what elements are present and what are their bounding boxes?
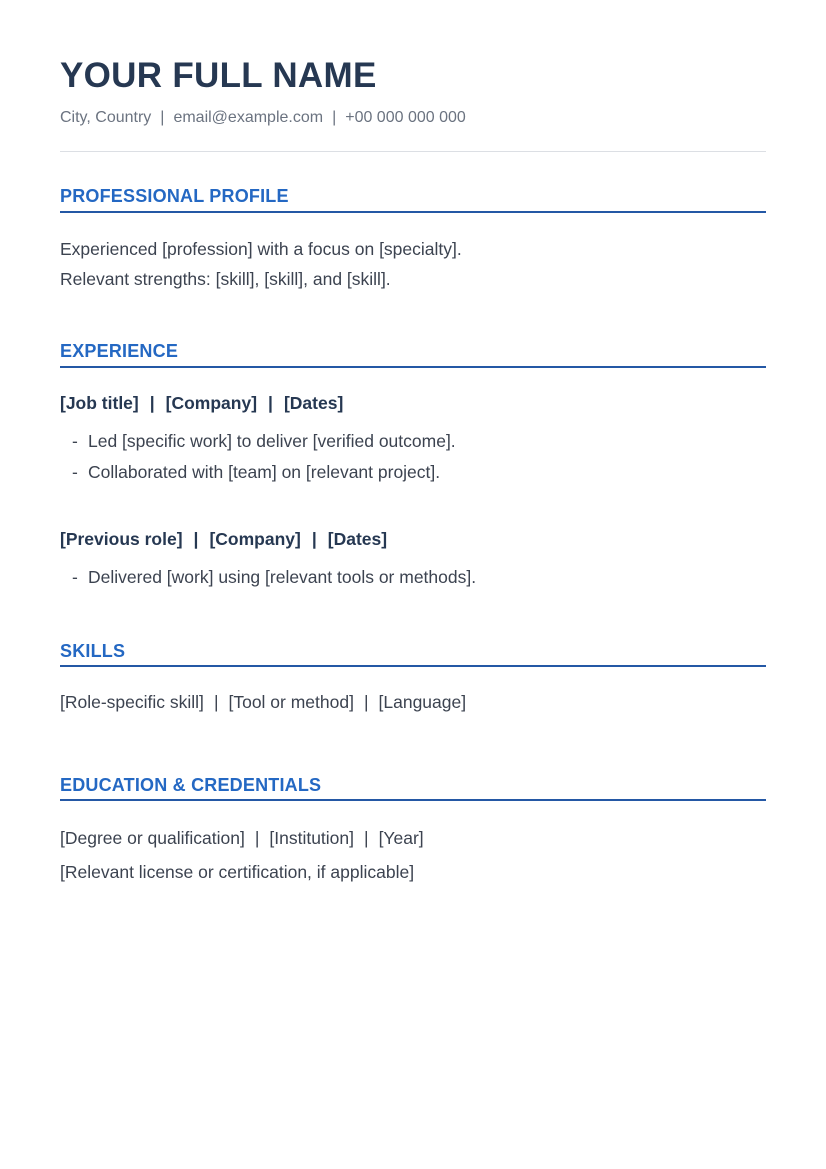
job-header [60, 393, 343, 414]
skill-separator: | [363, 692, 369, 712]
bullet-text: Led [specific work] to deliver [verified outcome]. [88, 431, 456, 451]
bullet-text: Collaborated with [team] on [relevant project]. [88, 462, 441, 482]
header-divider [60, 151, 766, 152]
section-rule-skills [60, 665, 766, 667]
skills-line [60, 692, 466, 713]
bullet-marker: - [72, 567, 78, 587]
section-title-education: EDUCATION & CREDENTIALS [60, 775, 322, 795]
job-role: [Job title] [60, 393, 139, 413]
contact-separator: | [332, 109, 337, 126]
credential-line: [Relevant license or certification, if applicable] [60, 862, 415, 882]
job-company: [Company] [209, 529, 301, 549]
skill-item: [Language] [378, 692, 467, 712]
education-year: [Year] [378, 828, 424, 848]
section-rule-profile [60, 211, 766, 213]
job-company: [Company] [165, 393, 258, 413]
job-bullet [72, 431, 456, 452]
skill-separator: | [213, 692, 219, 712]
section-title-skills: SKILLS [60, 641, 126, 661]
bullet-text: Delivered [work] using [relevant tools or methods]. [88, 567, 477, 587]
job-bullet [72, 462, 440, 483]
education-institution: [Institution] [269, 828, 355, 848]
full-name: YOUR FULL NAME [60, 56, 377, 95]
skill-item: [Tool or method] [228, 692, 354, 712]
job-separator: | [149, 393, 155, 413]
profile-line: Experienced [profession] with a focus on [specialty]. [60, 239, 462, 259]
section-title-profile: PROFESSIONAL PROFILE [60, 186, 289, 206]
skill-item: [Role-specific skill] [60, 692, 204, 712]
job-dates: [Dates] [327, 529, 388, 549]
bullet-marker: - [72, 431, 78, 451]
job-separator: | [193, 529, 199, 549]
phone-text: +00 000 000 000 [345, 109, 466, 126]
job-header [60, 529, 387, 550]
job-separator: | [268, 393, 273, 413]
job-bullet [72, 567, 476, 588]
job-role: [Previous role] [60, 529, 183, 549]
location-text: City, Country [60, 109, 152, 126]
profile-line: Relevant strengths: [skill], [skill], and [skill]. [60, 269, 391, 289]
section-title-experience: EXPERIENCE [60, 341, 179, 361]
education-line [60, 828, 424, 849]
section-rule-experience [60, 366, 766, 368]
contact-line [60, 109, 466, 127]
education-separator: | [254, 828, 260, 848]
section-rule-education [60, 799, 766, 801]
education-degree: [Degree or qualification] [60, 828, 245, 848]
contact-separator: | [160, 109, 165, 126]
email-text: email@example.com [173, 109, 324, 126]
bullet-marker: - [72, 462, 78, 482]
job-separator: | [311, 529, 317, 549]
education-separator: | [364, 828, 369, 848]
job-dates: [Dates] [283, 393, 344, 413]
